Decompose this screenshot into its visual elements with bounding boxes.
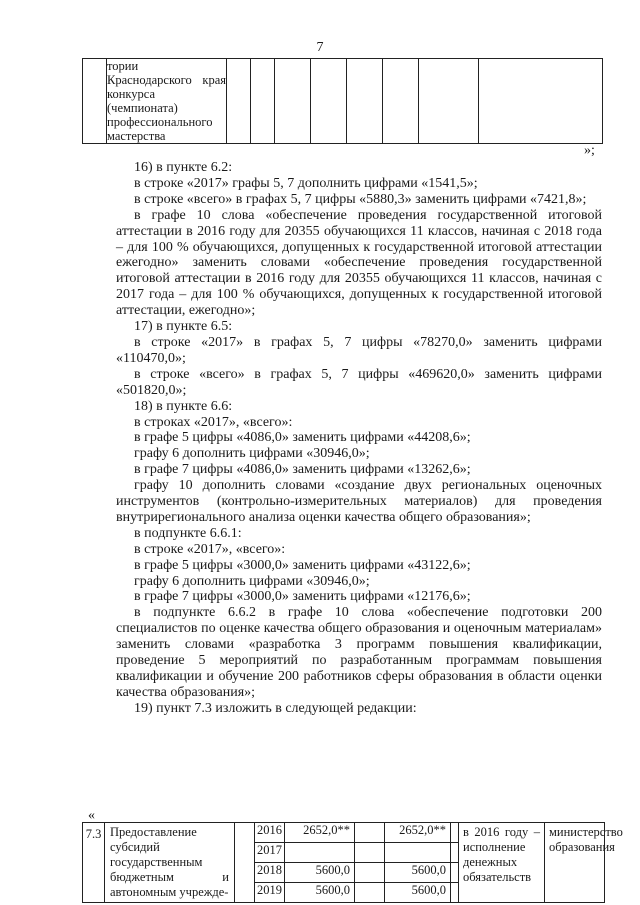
note-cell: в 2016 году – исполнение денежных обязательств xyxy=(459,823,545,903)
empty-cell xyxy=(355,823,385,843)
top-table-cell xyxy=(383,59,419,144)
top-table-cell xyxy=(419,59,479,144)
closing-quote: »; xyxy=(584,143,595,158)
total-cell: 5600,0 xyxy=(285,883,355,903)
page-number: 7 xyxy=(316,40,324,55)
top-table-cell xyxy=(479,59,603,144)
paragraph: в строке «2017», «всего»: xyxy=(134,541,286,557)
paragraph: в строках «2017», «всего»: xyxy=(134,414,293,430)
paragraph: в строке «2017» графы 5, 7 дополнить цифрами «1541,5»; xyxy=(134,175,478,191)
paragraph: в графе 7 цифры «4086,0» заменить цифрами «13262,6»; xyxy=(134,462,471,478)
total-cell: 5600,0 xyxy=(285,863,355,883)
top-table-cell xyxy=(251,59,275,144)
year-cell: 2019 xyxy=(255,883,285,903)
year-cell: 2016 xyxy=(255,823,285,843)
empty-cell xyxy=(451,843,459,863)
col7-cell: 5600,0 xyxy=(385,863,451,883)
paragraph: в подпункте 6.6.1: xyxy=(134,525,242,541)
col7-cell: 5600,0 xyxy=(385,883,451,903)
item-number: 7.3 xyxy=(83,823,105,903)
empty-cell xyxy=(355,883,385,903)
item-description: Предоставление субсидий государственным бюджетным и автономным учрежде- xyxy=(105,823,235,903)
paragraph: графу 6 дополнить цифрами «30946,0»; xyxy=(134,446,370,462)
col7-cell: 2652,0** xyxy=(385,823,451,843)
year-cell: 2018 xyxy=(255,863,285,883)
paragraph: в графе 7 цифры «3000,0» заменить цифрами «12176,6»; xyxy=(134,589,471,605)
paragraph: 18) в пункте 6.6: xyxy=(134,398,233,414)
top-table-cell xyxy=(311,59,347,144)
top-table-cell xyxy=(227,59,251,144)
year-cell: 2017 xyxy=(255,843,285,863)
paragraph: в графе 5 цифры «3000,0» заменить цифрами «43122,6»; xyxy=(134,557,471,573)
opening-quote: « xyxy=(88,808,95,823)
paragraph: графу 6 дополнить цифрами «30946,0»; xyxy=(134,573,370,589)
paragraph: в графе 10 слова «обеспечение проведения государственной итоговой аттестации в 2016 году для 20355 обучающихся 11 классов, начиная с 2018 года – для 100 % обучающихся, допущенных к государственной итоговой аттестации ежегодно» заменить словами «обеспечение проведения государственной итоговой аттестации в 2016 году для 20355 обучающихся 11 классов, начиная с 2017 года – для 100 % обучающихся, допущенных к государственной итоговой аттестации, ежегодно»; xyxy=(116,207,602,319)
empty-cell xyxy=(235,823,255,903)
col7-cell xyxy=(385,843,451,863)
paragraph: в строке «всего» в графах 5, 7 цифры «5880,3» заменить цифрами «7421,8»; xyxy=(134,191,587,207)
empty-cell xyxy=(355,843,385,863)
amendments-text xyxy=(116,160,602,717)
paragraph: в строке «всего» в графах 5, 7 цифры «469620,0» заменить цифрами «501820,0»; xyxy=(116,366,602,398)
paragraph: в строке «2017» в графах 5, 7 цифры «78270,0» заменить цифрами «110470,0»; xyxy=(116,334,602,366)
empty-cell xyxy=(355,863,385,883)
top-table-cell xyxy=(275,59,311,144)
paragraph: 19) пункт 7.3 изложить в следующей редакции: xyxy=(134,700,417,716)
bottom-table xyxy=(82,822,623,903)
empty-cell xyxy=(451,863,459,883)
executor-cell: министерство образования xyxy=(545,823,605,903)
total-cell xyxy=(285,843,355,863)
top-table-cell-description: тории Краснодарского края конкурса (чемпионата) профессионального мастерства xyxy=(107,59,226,143)
top-table xyxy=(82,58,603,144)
empty-cell xyxy=(451,823,459,843)
paragraph: 16) в пункте 6.2: xyxy=(134,160,233,175)
paragraph: в подпункте 6.6.2 в графе 10 слова «обеспечение подготовки 200 специалистов по оценке качества общего образования и оценочным материалам» заменить словами «разработка 3 программ повышения квалификации, проведение 5 мероприятий по разработанным программам повышения квалификации и обучение 200 работников сферы образования в области оценки качества образования»; xyxy=(116,605,602,700)
top-table-cell-number xyxy=(83,59,107,144)
top-table-cell xyxy=(347,59,383,144)
paragraph: графу 10 дополнить словами «создание двух региональных оценочных инструментов (контрольно-измерительных материалов) для проведения внутрирегионального анализа оценки качества общего образования»; xyxy=(116,478,602,525)
paragraph: в графе 5 цифры «4086,0» заменить цифрами «44208,6»; xyxy=(134,430,471,446)
total-cell: 2652,0** xyxy=(285,823,355,843)
empty-cell xyxy=(451,883,459,903)
paragraph: 17) в пункте 6.5: xyxy=(134,319,233,335)
